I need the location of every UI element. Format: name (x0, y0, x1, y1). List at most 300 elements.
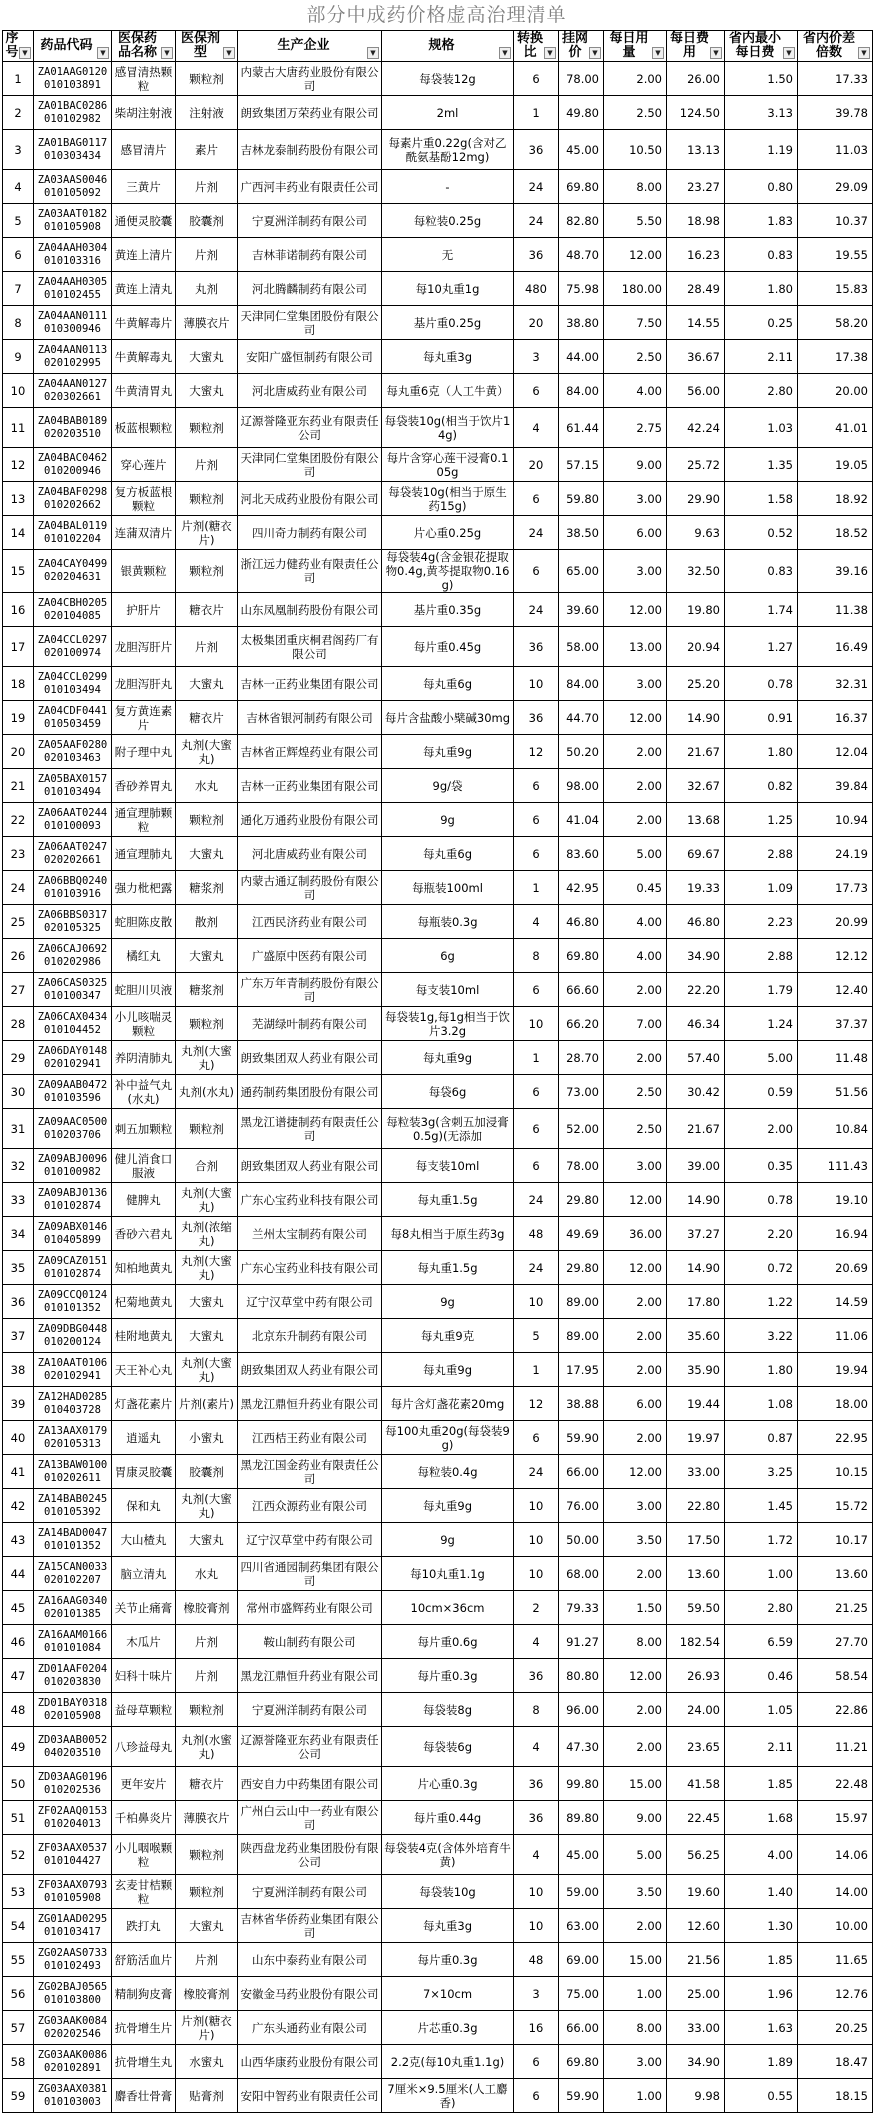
col-listed-price-cell: 69.00 (559, 1943, 604, 1977)
col-listed-price-cell: 38.80 (559, 306, 604, 340)
col-conversion-cell: 6 (514, 62, 559, 96)
col-min-daily-cost-cell: 1.05 (725, 1693, 798, 1727)
col-dosage-form-cell: 丸剂(大蜜丸) (176, 735, 238, 769)
col-conversion-cell: 6 (514, 803, 559, 837)
filter-dropdown-icon[interactable]: ▼ (223, 47, 235, 59)
col-index-cell: 44 (3, 1557, 34, 1591)
col-min-daily-cost-cell: 2.88 (725, 837, 798, 871)
col-price-ratio-cell: 10.94 (798, 803, 873, 837)
col-conversion-cell: 480 (514, 272, 559, 306)
col-index-cell: 50 (3, 1767, 34, 1801)
col-manufacturer-cell: 黑龙江国金药业有限责任公司 (238, 1455, 382, 1489)
col-manufacturer-cell: 吉林一正药业集团有限公司 (238, 769, 382, 803)
col-daily-cost-cell: 29.90 (667, 482, 725, 516)
col-price-ratio-cell: 51.56 (798, 1075, 873, 1109)
table-body (3, 62, 873, 2113)
col-price-ratio-cell: 15.72 (798, 1489, 873, 1523)
col-dosage-form-cell: 丸剂(大蜜丸) (176, 1183, 238, 1217)
col-listed-price-cell: 45.00 (559, 130, 604, 170)
col-daily-dose-cell: 3.00 (604, 1149, 667, 1183)
col-min-daily-cost-cell: 1.58 (725, 482, 798, 516)
table-row (3, 1801, 873, 1835)
col-spec-cell: 片心重0.3g (382, 1767, 514, 1801)
table-row (3, 905, 873, 939)
col-min-daily-cost-header (725, 31, 798, 62)
col-min-daily-cost-cell: 1.27 (725, 627, 798, 667)
col-drug-name-cell: 胃康灵胶囊 (112, 1455, 176, 1489)
col-min-daily-cost-cell: 1.83 (725, 204, 798, 238)
col-drug-code-cell: ZA05BAX0157010103494 (34, 769, 112, 803)
col-dosage-form-cell: 片剂(素片) (176, 1387, 238, 1421)
col-price-ratio-cell: 20.25 (798, 2011, 873, 2045)
col-manufacturer-cell: 安阳广盛恒制药有限公司 (238, 340, 382, 374)
col-manufacturer-cell: 四川奇力制药有限公司 (238, 516, 382, 550)
col-price-ratio-cell: 21.25 (798, 1591, 873, 1625)
table-row (3, 1693, 873, 1727)
col-drug-name-cell: 三黄片 (112, 170, 176, 204)
col-min-daily-cost-cell: 1.68 (725, 1801, 798, 1835)
col-conversion-cell: 24 (514, 1251, 559, 1285)
col-daily-cost-cell: 39.00 (667, 1149, 725, 1183)
filter-dropdown-icon[interactable]: ▼ (367, 47, 379, 59)
col-drug-code-cell: ZA04AAN0113020102995 (34, 340, 112, 374)
table-row (3, 871, 873, 905)
col-listed-price-cell: 52.00 (559, 1109, 604, 1149)
col-daily-cost-cell: 23.27 (667, 170, 725, 204)
filter-dropdown-icon[interactable]: ▼ (97, 47, 109, 59)
col-conversion-cell: 3 (514, 340, 559, 374)
col-price-ratio-cell: 22.48 (798, 1767, 873, 1801)
col-drug-name-header (112, 31, 176, 62)
col-conversion-cell: 36 (514, 701, 559, 735)
col-manufacturer-cell: 西安自力中药集团有限公司 (238, 1767, 382, 1801)
col-drug-name-cell: 灯盏花素片 (112, 1387, 176, 1421)
col-daily-dose-cell: 6.00 (604, 1387, 667, 1421)
table-row (3, 627, 873, 667)
col-manufacturer-cell: 辽宁汉草堂中药有限公司 (238, 1523, 382, 1557)
col-daily-cost-cell: 46.80 (667, 905, 725, 939)
col-conversion-cell: 4 (514, 1727, 559, 1767)
col-min-daily-cost-cell: 1.00 (725, 1557, 798, 1591)
col-spec-cell: 每丸重9g (382, 735, 514, 769)
col-drug-code-cell: ZA09ABX0146010405899 (34, 1217, 112, 1251)
col-drug-name-cell: 通宣理肺丸 (112, 837, 176, 871)
table-row (3, 482, 873, 516)
col-conversion-cell: 10 (514, 1523, 559, 1557)
table-row (3, 1387, 873, 1421)
col-drug-name-cell: 板蓝根颗粒 (112, 408, 176, 448)
col-drug-code-cell: ZA04BAF0298010202662 (34, 482, 112, 516)
col-daily-dose-cell: 2.00 (604, 1353, 667, 1387)
col-spec-cell: 6g (382, 939, 514, 973)
col-listed-price-cell: 59.80 (559, 482, 604, 516)
col-index-cell: 2 (3, 96, 34, 130)
col-min-daily-cost-cell: 2.11 (725, 340, 798, 374)
col-daily-cost-cell: 19.60 (667, 1875, 725, 1909)
col-conversion-cell: 6 (514, 769, 559, 803)
col-spec-cell: 每片重0.45g (382, 627, 514, 667)
col-min-daily-cost-cell: 1.25 (725, 803, 798, 837)
col-index-cell: 24 (3, 871, 34, 905)
col-drug-code-cell: ZD03AAG0196010202536 (34, 1767, 112, 1801)
col-drug-code-cell: ZA04BAC0462010200946 (34, 448, 112, 482)
col-conversion-cell: 10 (514, 1489, 559, 1523)
col-listed-price-cell: 63.00 (559, 1909, 604, 1943)
col-drug-code-cell: ZA03AAS0046010105092 (34, 170, 112, 204)
col-index-header (3, 31, 34, 62)
col-conversion-cell: 36 (514, 238, 559, 272)
col-min-daily-cost-cell: 0.46 (725, 1659, 798, 1693)
col-conversion-cell: 1 (514, 1353, 559, 1387)
page-title: 部分中成药价格虚高治理清单 (306, 4, 567, 26)
col-daily-cost-cell: 32.50 (667, 550, 725, 593)
col-dosage-form-cell: 大蜜丸 (176, 667, 238, 701)
col-price-ratio-cell: 17.73 (798, 871, 873, 905)
col-drug-name-cell: 感冒清片 (112, 130, 176, 170)
col-manufacturer-cell: 吉林省正辉煌药业有限公司 (238, 735, 382, 769)
table-row (3, 1353, 873, 1387)
table-row (3, 1285, 873, 1319)
header-label: 医保药品名称 (117, 31, 157, 60)
table-row (3, 1523, 873, 1557)
col-manufacturer-cell: 山东凤凰制药股份有限公司 (238, 593, 382, 627)
col-drug-name-cell: 补中益气丸(水丸) (112, 1075, 176, 1109)
table-row (3, 1977, 873, 2011)
col-price-ratio-cell: 11.06 (798, 1319, 873, 1353)
col-manufacturer-cell: 江西众源药业有限公司 (238, 1489, 382, 1523)
col-listed-price-cell: 57.15 (559, 448, 604, 482)
col-conversion-cell: 6 (514, 1075, 559, 1109)
col-daily-cost-cell: 19.44 (667, 1387, 725, 1421)
filter-dropdown-icon[interactable]: ▼ (589, 47, 601, 59)
col-listed-price-cell: 66.60 (559, 973, 604, 1007)
col-spec-cell: 9g (382, 803, 514, 837)
col-manufacturer-cell: 辽宁汉草堂中药有限公司 (238, 1285, 382, 1319)
col-listed-price-cell: 49.69 (559, 1217, 604, 1251)
col-conversion-cell: 36 (514, 1659, 559, 1693)
col-price-ratio-cell: 37.37 (798, 1007, 873, 1041)
col-index-cell: 35 (3, 1251, 34, 1285)
col-index-cell: 20 (3, 735, 34, 769)
col-conversion-cell: 4 (514, 408, 559, 448)
col-spec-cell: 9g (382, 1523, 514, 1557)
col-listed-price-cell: 38.50 (559, 516, 604, 550)
col-daily-cost-cell: 36.67 (667, 340, 725, 374)
col-daily-dose-cell: 12.00 (604, 593, 667, 627)
col-index-cell: 47 (3, 1659, 34, 1693)
col-drug-name-cell: 更年安片 (112, 1767, 176, 1801)
col-price-ratio-cell: 16.49 (798, 627, 873, 667)
col-daily-dose-cell: 2.00 (604, 769, 667, 803)
col-daily-cost-cell: 41.58 (667, 1767, 725, 1801)
header-label: 药品代码 (40, 38, 93, 53)
filter-dropdown-icon[interactable]: ▼ (544, 47, 556, 59)
col-price-ratio-cell: 39.84 (798, 769, 873, 803)
drug-price-table (2, 30, 873, 2113)
col-conversion-cell: 36 (514, 130, 559, 170)
col-index-cell: 55 (3, 1943, 34, 1977)
col-manufacturer-cell: 宁夏洲洋制药有限公司 (238, 1693, 382, 1727)
col-conversion-header (514, 31, 559, 62)
col-daily-cost-cell: 9.63 (667, 516, 725, 550)
col-min-daily-cost-cell: 0.83 (725, 238, 798, 272)
col-conversion-cell: 4 (514, 1835, 559, 1875)
col-daily-cost-cell: 37.27 (667, 1217, 725, 1251)
col-conversion-cell: 24 (514, 204, 559, 238)
col-drug-name-cell: 牛黄解毒丸 (112, 340, 176, 374)
col-listed-price-cell: 83.60 (559, 837, 604, 871)
col-drug-code-cell: ZA04BAL0119010102204 (34, 516, 112, 550)
col-dosage-form-cell: 水蜜丸 (176, 2045, 238, 2079)
col-drug-code-cell: ZA14BAD0047010101352 (34, 1523, 112, 1557)
col-price-ratio-cell: 10.00 (798, 1909, 873, 1943)
filter-dropdown-icon[interactable]: ▼ (858, 47, 870, 59)
col-daily-dose-cell: 12.00 (604, 701, 667, 735)
col-price-ratio-cell: 18.47 (798, 2045, 873, 2079)
col-dosage-form-cell: 颗粒剂 (176, 1109, 238, 1149)
col-spec-cell: 7厘米×9.5厘米(人工麝香) (382, 2079, 514, 2113)
col-spec-cell: 每10丸重1.1g (382, 1557, 514, 1591)
col-listed-price-cell: 80.80 (559, 1659, 604, 1693)
col-index-cell: 36 (3, 1285, 34, 1319)
col-daily-dose-cell: 10.50 (604, 130, 667, 170)
col-daily-cost-cell: 42.24 (667, 408, 725, 448)
col-daily-dose-cell: 2.00 (604, 1041, 667, 1075)
col-drug-name-cell: 黄连上清片 (112, 238, 176, 272)
col-drug-code-cell: ZA13AAX0179020105313 (34, 1421, 112, 1455)
col-price-ratio-cell: 14.06 (798, 1835, 873, 1875)
col-drug-name-cell: 牛黄清胃丸 (112, 374, 176, 408)
col-price-ratio-cell: 22.86 (798, 1693, 873, 1727)
col-index-cell: 33 (3, 1183, 34, 1217)
col-listed-price-cell: 68.00 (559, 1557, 604, 1591)
col-index-cell: 46 (3, 1625, 34, 1659)
col-dosage-form-cell: 水丸 (176, 769, 238, 803)
col-dosage-form-cell: 注射液 (176, 96, 238, 130)
header-label: 每日用量 (609, 31, 649, 60)
col-index-cell: 45 (3, 1591, 34, 1625)
col-dosage-form-header (176, 31, 238, 62)
col-spec-cell: 每支装10ml (382, 1149, 514, 1183)
col-index-cell: 26 (3, 939, 34, 973)
col-daily-cost-cell: 26.00 (667, 62, 725, 96)
col-drug-code-cell: ZF02AAQ0153010204013 (34, 1801, 112, 1835)
col-dosage-form-cell: 糖衣片 (176, 593, 238, 627)
col-drug-name-cell: 刺五加颗粒 (112, 1109, 176, 1149)
table-row (3, 1109, 873, 1149)
col-min-daily-cost-cell: 0.82 (725, 769, 798, 803)
col-drug-code-cell: ZA06DAY0148020102941 (34, 1041, 112, 1075)
col-daily-cost-cell: 22.80 (667, 1489, 725, 1523)
col-spec-cell: 每丸重6g (382, 837, 514, 871)
col-price-ratio-cell: 15.83 (798, 272, 873, 306)
col-price-ratio-cell: 10.37 (798, 204, 873, 238)
col-spec-cell: - (382, 170, 514, 204)
col-price-ratio-cell: 58.54 (798, 1659, 873, 1693)
col-listed-price-cell: 42.95 (559, 871, 604, 905)
col-manufacturer-cell: 黑龙江鼎恒升药业有限公司 (238, 1659, 382, 1693)
col-drug-name-cell: 蛇胆川贝液 (112, 973, 176, 1007)
col-index-cell: 1 (3, 62, 34, 96)
col-manufacturer-cell: 吉林省华侨药业集团有限公司 (238, 1909, 382, 1943)
filter-dropdown-icon[interactable]: ▼ (783, 47, 795, 59)
col-index-cell: 52 (3, 1835, 34, 1875)
table-row (3, 1319, 873, 1353)
col-min-daily-cost-cell: 1.85 (725, 1943, 798, 1977)
col-conversion-cell: 3 (514, 1977, 559, 2011)
col-price-ratio-cell: 15.97 (798, 1801, 873, 1835)
col-listed-price-cell: 98.00 (559, 769, 604, 803)
col-manufacturer-cell: 河北腾麟制药有限公司 (238, 272, 382, 306)
col-listed-price-cell: 78.00 (559, 1149, 604, 1183)
col-drug-name-cell: 银黄颗粒 (112, 550, 176, 593)
col-listed-price-cell: 45.00 (559, 1835, 604, 1875)
col-manufacturer-cell: 浙江远力健药业有限责任公司 (238, 550, 382, 593)
col-manufacturer-cell: 宁夏洲洋制药有限公司 (238, 204, 382, 238)
table-row (3, 1007, 873, 1041)
col-daily-dose-cell: 3.00 (604, 667, 667, 701)
col-dosage-form-cell: 糖衣片 (176, 1767, 238, 1801)
col-drug-code-cell: ZA16AAM0166010101084 (34, 1625, 112, 1659)
col-daily-dose-cell: 12.00 (604, 1659, 667, 1693)
col-min-daily-cost-cell: 0.72 (725, 1251, 798, 1285)
col-manufacturer-cell: 山东中泰药业有限公司 (238, 1943, 382, 1977)
table-row (3, 973, 873, 1007)
col-listed-price-cell: 41.04 (559, 803, 604, 837)
col-index-cell: 40 (3, 1421, 34, 1455)
col-drug-name-cell: 天王补心丸 (112, 1353, 176, 1387)
col-drug-name-cell: 黄连上清丸 (112, 272, 176, 306)
col-index-cell: 9 (3, 340, 34, 374)
col-conversion-cell: 36 (514, 627, 559, 667)
col-spec-cell: 每袋装6g (382, 1727, 514, 1767)
col-spec-cell: 片芯重0.3g (382, 2011, 514, 2045)
col-daily-cost-cell: 24.00 (667, 1693, 725, 1727)
table-row (3, 204, 873, 238)
col-drug-name-cell: 复方板蓝根颗粒 (112, 482, 176, 516)
table-row (3, 62, 873, 96)
col-index-cell: 54 (3, 1909, 34, 1943)
col-index-cell: 58 (3, 2045, 34, 2079)
col-daily-cost-cell: 59.50 (667, 1591, 725, 1625)
filter-dropdown-icon[interactable]: ▼ (161, 47, 173, 59)
col-daily-dose-cell: 9.00 (604, 1801, 667, 1835)
filter-dropdown-icon[interactable]: ▼ (19, 47, 31, 59)
col-daily-cost-cell: 19.80 (667, 593, 725, 627)
col-min-daily-cost-cell: 0.87 (725, 1421, 798, 1455)
col-spec-cell: 每片含穿心莲干浸膏0.105g (382, 448, 514, 482)
col-conversion-cell: 12 (514, 1387, 559, 1421)
col-spec-cell: 9g/袋 (382, 769, 514, 803)
table-row (3, 130, 873, 170)
filter-dropdown-icon[interactable]: ▼ (499, 47, 511, 59)
col-daily-cost-cell: 33.00 (667, 1455, 725, 1489)
col-drug-name-cell: 精制狗皮膏 (112, 1977, 176, 2011)
col-daily-dose-cell: 2.50 (604, 1075, 667, 1109)
col-conversion-cell: 6 (514, 482, 559, 516)
col-manufacturer-cell: 宁夏洲洋制药有限公司 (238, 1875, 382, 1909)
col-spec-cell: 片心重0.25g (382, 516, 514, 550)
col-drug-code-cell: ZD01BAY0318020105908 (34, 1693, 112, 1727)
col-conversion-cell: 24 (514, 170, 559, 204)
col-daily-dose-cell: 9.00 (604, 448, 667, 482)
col-price-ratio-cell: 16.37 (798, 701, 873, 735)
filter-dropdown-icon[interactable]: ▼ (710, 47, 722, 59)
col-drug-code-cell: ZA04BAB0189020203510 (34, 408, 112, 448)
col-listed-price-cell: 58.00 (559, 627, 604, 667)
col-spec-cell: 每袋装4克(含体外培育牛黄) (382, 1835, 514, 1875)
col-manufacturer-cell: 广东心宝药业科技有限公司 (238, 1251, 382, 1285)
col-drug-code-cell: ZA14BAB0245010105392 (34, 1489, 112, 1523)
col-daily-dose-cell: 5.00 (604, 837, 667, 871)
col-manufacturer-cell: 朗致集团双人药业有限公司 (238, 1353, 382, 1387)
col-drug-name-cell: 养阴清肺丸 (112, 1041, 176, 1075)
col-listed-price-cell: 84.00 (559, 374, 604, 408)
col-drug-code-cell: ZA09ABJ0136010102874 (34, 1183, 112, 1217)
col-spec-cell: 10cm×36cm (382, 1591, 514, 1625)
col-spec-cell: 2.2克(每10丸重1.1g) (382, 2045, 514, 2079)
col-daily-cost-cell: 13.60 (667, 1557, 725, 1591)
col-index-cell: 14 (3, 516, 34, 550)
col-drug-name-cell: 护肝片 (112, 593, 176, 627)
col-min-daily-cost-cell: 1.79 (725, 973, 798, 1007)
col-price-ratio-cell: 20.99 (798, 905, 873, 939)
col-price-ratio-cell: 18.15 (798, 2079, 873, 2113)
col-min-daily-cost-cell: 0.55 (725, 2079, 798, 2113)
table-row (3, 340, 873, 374)
col-price-ratio-cell: 10.84 (798, 1109, 873, 1149)
col-dosage-form-cell: 颗粒剂 (176, 408, 238, 448)
col-manufacturer-cell: 通化万通药业股份有限公司 (238, 803, 382, 837)
col-price-ratio-cell: 58.20 (798, 306, 873, 340)
col-conversion-cell: 1 (514, 871, 559, 905)
col-drug-name-cell: 小儿咳喘灵颗粒 (112, 1007, 176, 1041)
col-price-ratio-cell: 14.00 (798, 1875, 873, 1909)
col-drug-code-cell: ZA04AAH0305010102455 (34, 272, 112, 306)
col-daily-dose-cell: 5.00 (604, 1835, 667, 1875)
col-dosage-form-cell: 胶囊剂 (176, 204, 238, 238)
table-row (3, 1041, 873, 1075)
col-conversion-cell: 24 (514, 1455, 559, 1489)
col-index-cell: 53 (3, 1875, 34, 1909)
col-manufacturer-cell: 吉林一正药业集团有限公司 (238, 667, 382, 701)
col-index-cell: 56 (3, 1977, 34, 2011)
filter-dropdown-icon[interactable]: ▼ (652, 47, 664, 59)
col-daily-dose-cell: 2.00 (604, 803, 667, 837)
col-daily-dose-cell: 36.00 (604, 1217, 667, 1251)
col-index-cell: 21 (3, 769, 34, 803)
col-index-cell: 22 (3, 803, 34, 837)
col-dosage-form-cell: 大蜜丸 (176, 340, 238, 374)
col-drug-name-cell: 蛇胆陈皮散 (112, 905, 176, 939)
col-drug-code-cell: ZA06BBQ0240010103916 (34, 871, 112, 905)
col-dosage-form-cell: 糖浆剂 (176, 871, 238, 905)
col-daily-cost-cell: 46.34 (667, 1007, 725, 1041)
col-listed-price-cell: 78.00 (559, 62, 604, 96)
col-daily-dose-cell: 2.00 (604, 973, 667, 1007)
col-daily-dose-cell: 3.50 (604, 1523, 667, 1557)
col-daily-cost-cell: 21.67 (667, 735, 725, 769)
col-min-daily-cost-cell: 3.25 (725, 1455, 798, 1489)
col-dosage-form-cell: 橡胶膏剂 (176, 1591, 238, 1625)
col-drug-name-cell: 连蒲双清片 (112, 516, 176, 550)
col-drug-code-cell: ZA06BBS0317020105325 (34, 905, 112, 939)
header-label: 规格 (428, 38, 455, 53)
col-drug-code-cell: ZA04AAN0127020302661 (34, 374, 112, 408)
col-index-cell: 15 (3, 550, 34, 593)
col-daily-cost-cell: 17.80 (667, 1285, 725, 1319)
col-drug-name-cell: 健儿消食口服液 (112, 1149, 176, 1183)
